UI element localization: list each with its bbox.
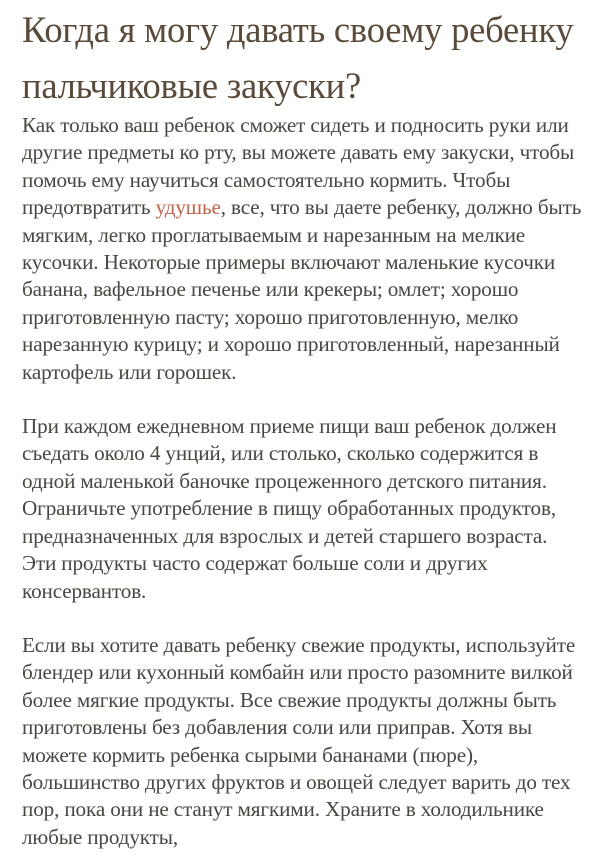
paragraph-finger-foods	[22, 112, 582, 386]
article-title: Когда я могу давать своему ребенку пальчиковые закуски?	[22, 9, 574, 106]
paragraph-portion-size: При каждом ежедневном приеме пищи ваш ребенок должен съедать около 4 унций, или столько, сколько содержится в одной маленькой баночке процеженного детского питания. Ограничьте употребление в пищу обработанных продуктов, предназначенных для взрослых и детей старшего возраста. Эти продукты часто содержат больше соли и других консервантов.	[22, 414, 557, 603]
article	[22, 0, 582, 851]
paragraph-fresh-foods: Если вы хотите давать ребенку свежие продукты, используйте блендер или кухонный комбайн или просто разомните вилкой более мягкие продукты. Все свежие продукты должны быть приготовлены без добавления соли или приправ. Хотя вы можете кормить ребенка сырыми бананами (пюре), большинство других фруктов и овощей следует варить до тех пор, пока они не станут мягкими. Храните в холодильнике любые продукты,	[22, 632, 576, 849]
paragraph-text: , все, что вы даете ребенку, должно быть мягким, легко проглатываемым и нарезанным на мелкие кусочки. Некоторые примеры включают маленькие кусочки банана, вафельное печенье или крекеры; омлет; хорошо приготовленную пасту; хорошо приготовленную, мелко нарезанную курицу; и хорошо приготовленный, нарезанный картофель или горошек.	[22, 195, 582, 384]
paragraph-text: Как только ваш ребенок сможет сидеть и подносить руки или другие предметы ко рту, вы можете давать ему закуски, чтобы помочь ему научиться самостоятельно кормить. Чтобы предотвратить	[22, 113, 575, 220]
choking-link[interactable]: удушье	[155, 195, 221, 220]
